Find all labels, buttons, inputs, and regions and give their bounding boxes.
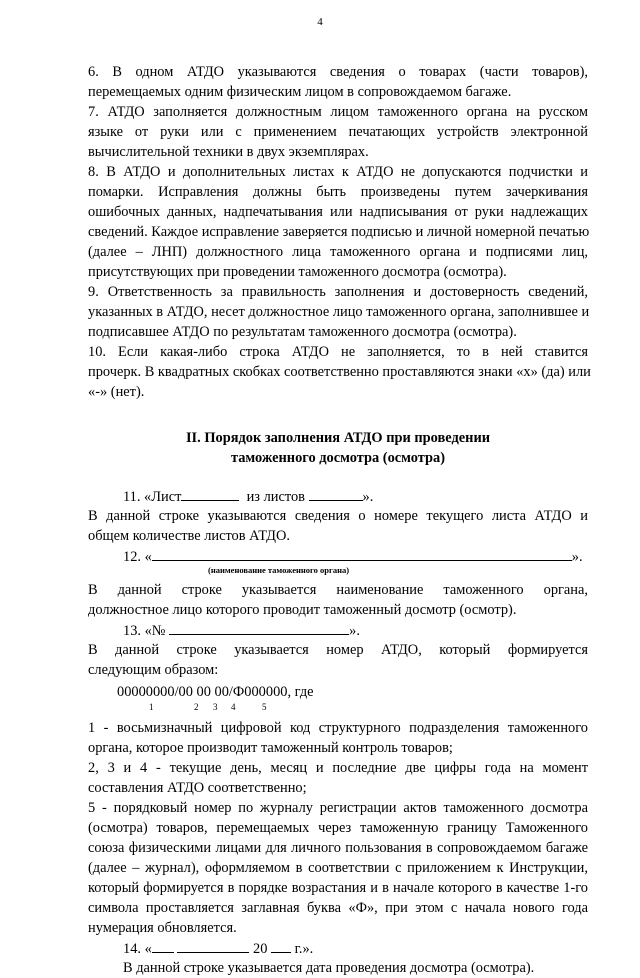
section-heading-line-2: таможенного досмотра (осмотра) <box>230 450 446 466</box>
paragraph-7-line-2: языке от руки или с применением печатающих устройств электронной <box>88 124 588 140</box>
format-index-1: 1 <box>149 702 154 712</box>
customs-authority-blank <box>152 546 572 561</box>
item-1-line-1: 1 - восьмизначный цифровой код структурного подразделения таможенного <box>88 720 588 736</box>
item-2-line-1: 2, 3 и 4 - текущие день, месяц и последние две цифры года на момент <box>88 760 588 776</box>
sheet-total-blank <box>309 486 363 501</box>
field-14-year-prefix: 20 <box>253 941 268 957</box>
field-13-close: ». <box>349 623 360 639</box>
paragraph-14-desc: В данной строке указывается дата проведения досмотра (осмотра). <box>123 960 535 976</box>
field-11-close: ». <box>362 489 374 505</box>
field-12-open: 12. « <box>123 549 152 565</box>
paragraph-12-line-1: В данной строке указывается наименование таможенного органа, <box>88 582 588 598</box>
paragraph-7-line-1: 7. АТДО заполняется должностным лицом таможенного органа на русском <box>88 104 588 120</box>
sheet-number-blank <box>181 486 239 501</box>
format-index-3: 3 <box>213 702 218 712</box>
item-1-line-2: органа, которое производит таможенный контроль товаров; <box>88 740 453 756</box>
paragraph-6-line-1: 6. В одном АТДО указываются сведения о товарах (части товаров), <box>88 64 588 80</box>
day-blank <box>152 938 174 953</box>
paragraph-8-line-3: ошибочных данных, надпечатывания или надписывания от руки надлежащих <box>88 204 588 220</box>
paragraph-8-line-1: 8. В АТДО и дополнительных листах к АТДО не допускаются подчистки и <box>88 164 588 180</box>
item-5-line-6: символа проставляется заглавная буква «Ф», при этом с начала нового года <box>88 900 588 916</box>
paragraph-7-line-3: вычислительной техники в двух экземплярах. <box>88 144 369 160</box>
field-13-open: 13. «№ <box>123 623 166 639</box>
item-5-line-7: нумерация обновляется. <box>88 920 237 936</box>
paragraph-9-line-1: 9. Ответственность за правильность заполнения и достоверность сведений, <box>88 284 588 300</box>
paragraph-8-line-6: присутствующих при проведении таможенного досмотра (осмотра). <box>88 264 507 280</box>
atdo-number-blank <box>169 620 349 635</box>
field-11-label: 11. «Лист <box>123 489 182 505</box>
field-12-close: ». <box>571 549 583 565</box>
page-number: 4 <box>317 16 323 28</box>
item-2-line-2: составления АТДО соответственно; <box>88 780 307 796</box>
paragraph-8-line-2: помарки. Исправления должны быть произведены путем зачеркивания <box>88 184 588 200</box>
paragraph-9-line-2: указанных в АТДО, несет должностное лицо таможенного органа, заполнившее и <box>88 304 590 320</box>
field-line-14 <box>123 938 313 959</box>
paragraph-8-line-4: сведений. Каждое исправление заверяется подписью и личной номерной печатью <box>88 224 590 240</box>
month-blank <box>177 938 249 953</box>
paragraph-10-line-3: «-» (нет). <box>88 384 145 400</box>
paragraph-11-line-1: В данной строке указываются сведения о номере текущего листа АТДО и <box>88 508 588 524</box>
field-line-11 <box>123 486 373 507</box>
format-index-5: 5 <box>262 702 267 712</box>
paragraph-11-line-2: общем количестве листов АТДО. <box>88 528 290 544</box>
paragraph-12-line-2: должностное лицо которого проводит таможенный досмотр (осмотр). <box>88 602 517 618</box>
field-14-open: 14. « <box>123 941 152 957</box>
paragraph-13-line-1: В данной строке указывается номер АТДО, который формируется <box>88 642 588 658</box>
section-heading-line-1: II. Порядок заполнения АТДО при проведении <box>185 430 491 446</box>
field-11-label-middle: из листов <box>246 489 305 505</box>
paragraph-6-line-2: перемещаемых одним физическим лицом в сопровождаемом багаже. <box>88 84 512 100</box>
paragraph-9-line-3: подписавшее АТДО по результатам таможенного досмотра (осмотра). <box>88 324 517 340</box>
paragraph-10-line-1: 10. Если какая-либо строка АТДО не заполняется, то в ней ставится <box>88 344 588 360</box>
item-5-line-4: (далее – журнал), оформляемом в соответствии с приложением к Инструкции, <box>88 860 588 876</box>
year-blank <box>271 938 291 953</box>
field-line-13 <box>123 620 360 641</box>
field-line-12 <box>123 546 583 567</box>
item-5-line-5: который формируется в порядке возрастания и в начале которого в качестве 1-го <box>88 880 588 896</box>
item-5-line-3: союза физическими лицами для личного пользования в сопровождаемом багаже <box>88 840 588 856</box>
paragraph-10-line-2: прочерк. В квадратных скобках соответственно проставляются знаки «х» (да) или <box>88 364 591 380</box>
customs-authority-caption: (наименование таможенного органа) <box>208 565 350 575</box>
field-14-close: г.». <box>294 941 314 957</box>
format-index-4: 4 <box>231 702 236 712</box>
format-index-2: 2 <box>194 702 199 712</box>
paragraph-8-line-5: (далее – ЛНП) должностного лица таможенного органа и подписями лиц, <box>88 244 588 260</box>
item-5-line-1: 5 - порядковый номер по журналу регистрации актов таможенного досмотра <box>88 800 588 816</box>
item-5-line-2: (осмотра) товаров, перемещаемых через таможенную границу Таможенного <box>88 820 588 836</box>
atdo-number-format: 00000000/00 00 00/Ф000000, где <box>117 684 314 700</box>
paragraph-13-line-2: следующим образом: <box>88 662 219 678</box>
